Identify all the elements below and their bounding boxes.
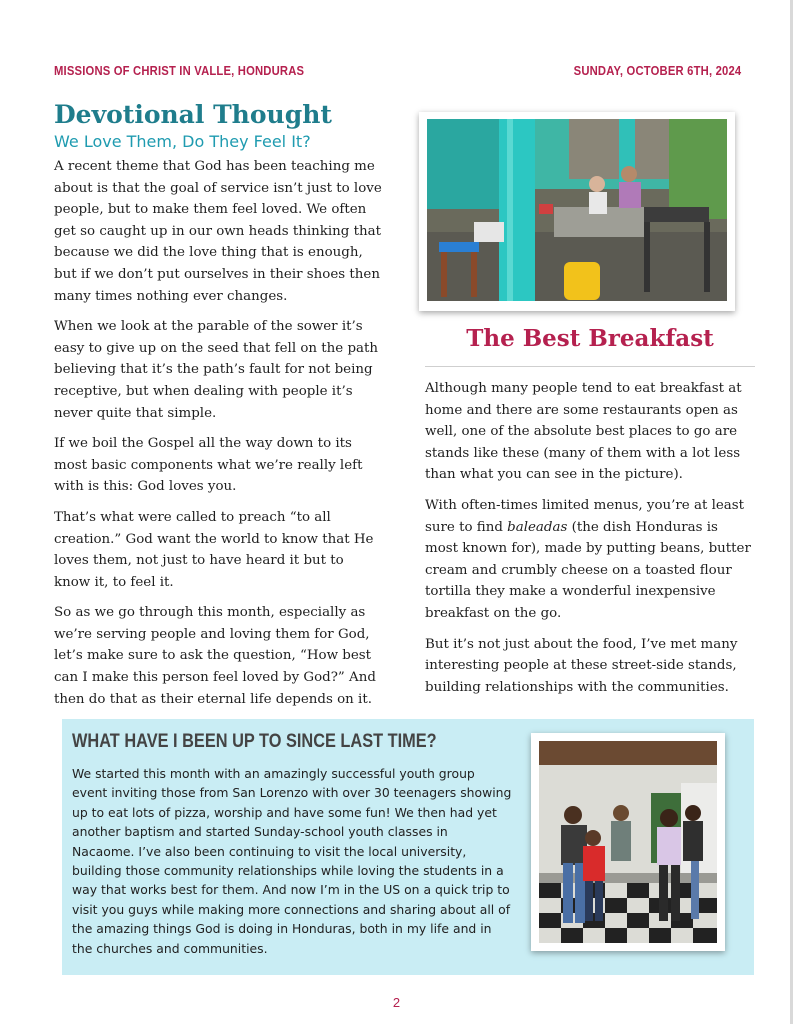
breakfast-text: With often-times limited menus, you’re at least sure to find	[425, 497, 745, 535]
devotional-paragraph: So as we go through this month, especially as we’re serving people and loving them for God, let’s make sure to ask the question, “How best can I make this person feel loved by God?” And then do that as their eternal life depends on it.	[54, 605, 376, 707]
baleadas-term: baleadas	[507, 519, 568, 535]
breakfast-stand-photo	[419, 112, 735, 311]
devotional-paragraph: If we boil the Gospel all the way down to its most basic components what we’re really left with is this: God loves you.	[54, 436, 363, 495]
breakfast-title: The Best Breakfast	[466, 325, 714, 352]
breakfast-paragraph: Although many people tend to eat breakfast at home and there are some restaurants open as well, one of the absolute best places to go are stands like these (many of them with a lot less than what you can see in the picture).	[425, 381, 742, 483]
devotional-subtitle: We Love Them, Do They Feel It?	[54, 132, 311, 151]
devotional-section	[54, 100, 384, 719]
header-organization: MISSIONS OF CHRIST IN VALLE, HONDURAS	[54, 64, 305, 78]
breakfast-paragraph	[425, 495, 755, 625]
breakfast-section	[425, 322, 755, 707]
header-date: SUNDAY, OCTOBER 6TH, 2024	[573, 64, 741, 78]
devotional-paragraph: That’s what were called to preach “to all creation.” God want the world to know that He loves them, not just to have heard it but to know it, to feel it.	[54, 509, 374, 590]
breakfast-paragraph: But it’s not just about the food, I’ve met many interesting people at these street-side stands, building relationships with the communities.	[425, 636, 738, 695]
update-title: WHAT HAVE I BEEN UP TO SINCE LAST TIME?	[72, 731, 437, 752]
section-divider	[425, 366, 755, 367]
devotional-paragraph: When we look at the parable of the sower it’s easy to give up on the seed that fell on the path believing that it’s the path’s fault for not being receptive, but when dealing with people it’s never quite that simple.	[54, 319, 379, 421]
devotional-title: Devotional Thought	[54, 100, 332, 129]
breakfast-text: (the dish Honduras is most known for), made by putting beans, butter cream and crumbly cheese on a toasted flour tortilla they make a wonderful inexpensive breakfast on the go.	[425, 519, 751, 621]
devotional-paragraph: A recent theme that God has been teaching me about is that the goal of service isn’t just to love people, but to make them feel loved. We often get so caught up in our own heads thinking that because we did the love thing that is enough, but if we don’t put ourselves in their shoes then many times nothing ever changes.	[54, 159, 382, 304]
update-text: We started this month with an amazingly successful youth group event inviting those from San Lorenzo with over 30 teenagers showing up to eat lots of pizza, worship and have some fun! We then had yet another baptism and started Sunday-school youth classes in Nacaome. I’ve also been continuing to visit the local university, building those community relationships while loving the students in a way that works best for them. And now I’m in the US on a quick trip to visit you guys while making more connections and sharing about all of the amazing things God is doing in Honduras, both in my life and in the churches and communities.	[72, 766, 512, 956]
youth-group-photo	[531, 733, 725, 951]
page-number: 2	[392, 995, 401, 1010]
